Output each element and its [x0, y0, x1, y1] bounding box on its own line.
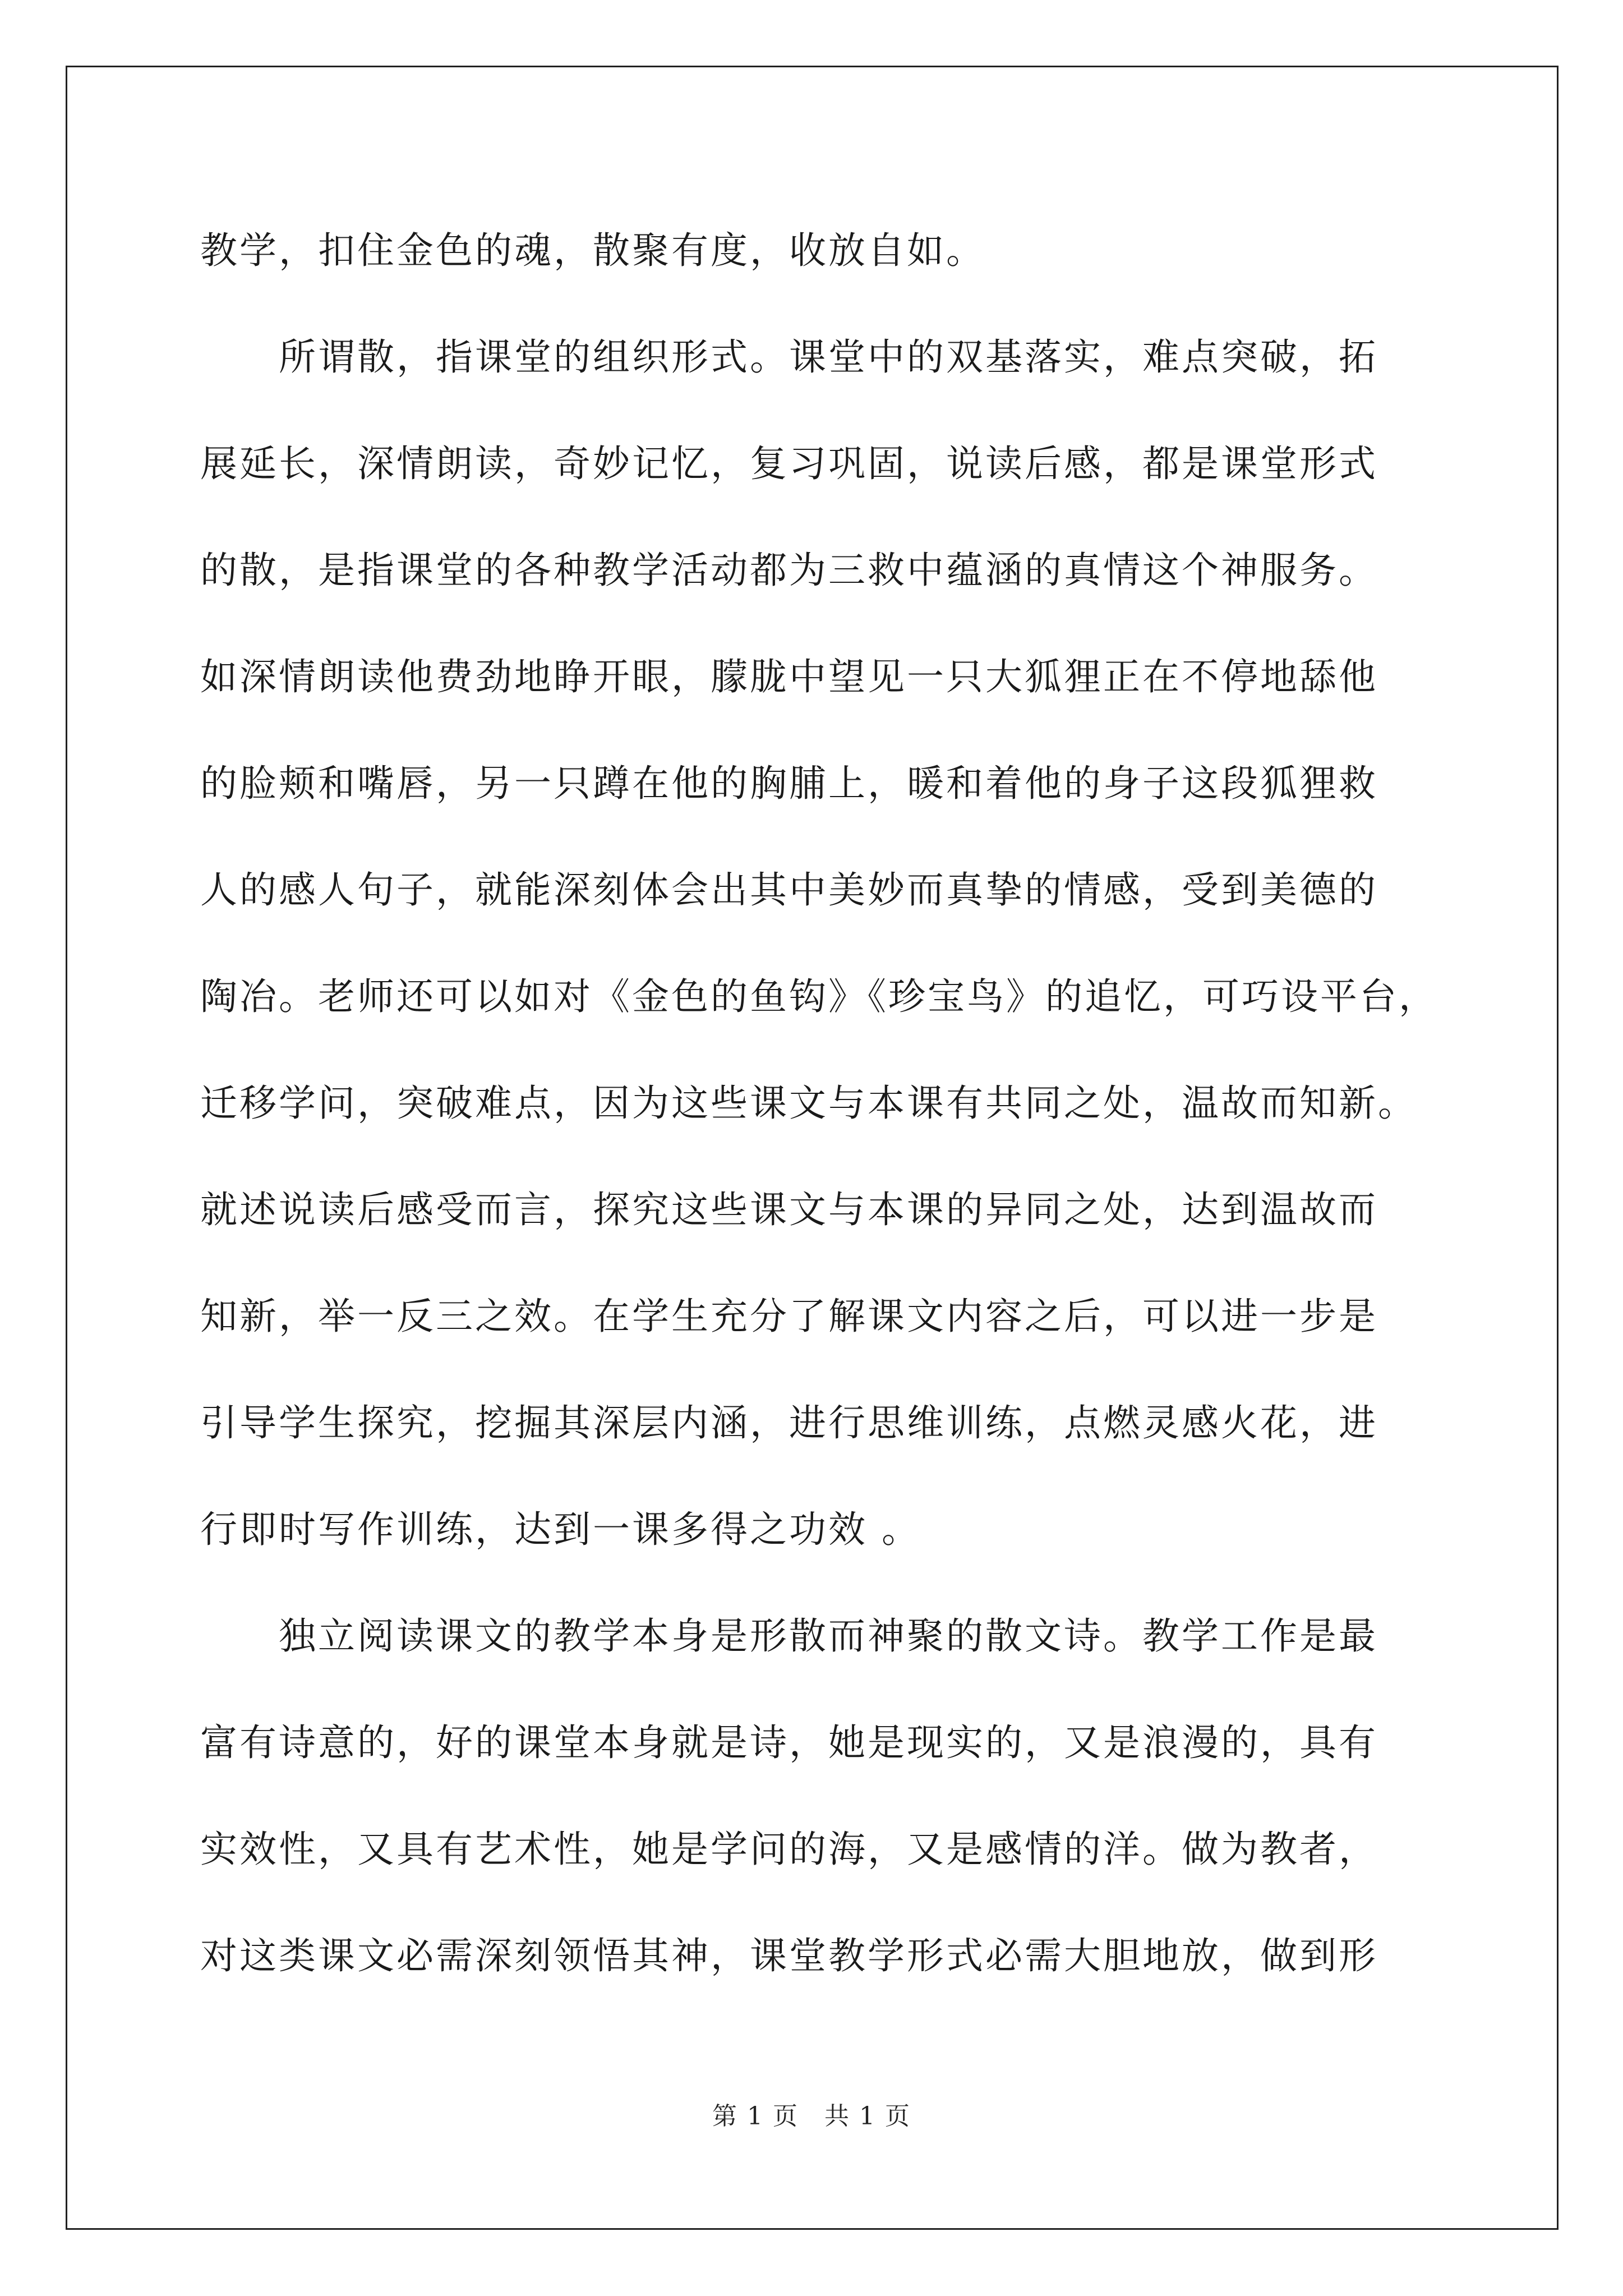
- text-line-14: 独立阅读课文的教学本身是形散而神聚的散文诗。教学工作是最: [279, 1614, 1378, 1658]
- text-line-16: 实效性，又具有艺术性，她是学问的海，又是感情的洋。做为教者，: [200, 1828, 1378, 1871]
- text-line-11: 知新，举一反三之效。在学生充分了解课文内容之后，可以进一步是: [200, 1295, 1378, 1338]
- text-line-5: 如深情朗读他费劲地睁开眼，朦胧中望见一只大狐狸正在不停地舔他: [200, 655, 1378, 698]
- text-line-6: 的脸颊和嘴唇，另一只蹲在他的胸脯上，暖和着他的身子这段狐狸救: [200, 762, 1378, 805]
- text-line-7: 人的感人句子，就能深刻体会出其中美妙而真挚的情感，受到美德的: [200, 868, 1378, 912]
- text-line-1: 教学，扣住金色的魂，散聚有度，收放自如。: [200, 229, 985, 272]
- text-line-4: 的散，是指课堂的各种教学活动都为三救中蕴涵的真情这个神服务。: [200, 549, 1378, 592]
- page-border: [66, 66, 1559, 2230]
- page-number-footer: 第 1 页 共 1 页: [712, 2102, 911, 2131]
- text-line-13: 行即时写作训练，达到一课多得之功效 。: [200, 1508, 921, 1551]
- text-line-3: 展延长，深情朗读，奇妙记忆，复习巩固，说读后感，都是课堂形式: [200, 442, 1378, 485]
- text-line-8: 陶冶。老师还可以如对《金色的鱼钩》《珍宝鸟》的追忆，可巧设平台，: [200, 975, 1438, 1018]
- text-line-10: 就述说读后感受而言，探究这些课文与本课的异同之处，达到温故而: [200, 1188, 1378, 1231]
- text-line-15: 富有诗意的，好的课堂本身就是诗，她是现实的，又是浪漫的，具有: [200, 1721, 1378, 1764]
- text-line-9: 迁移学问，突破难点，因为这些课文与本课有共同之处，温故而知新。: [200, 1082, 1417, 1125]
- text-line-17: 对这类课文必需深刻领悟其神，课堂教学形式必需大胆地放，做到形: [200, 1934, 1378, 1977]
- text-line-12: 引导学生探究，挖掘其深层内涵，进行思维训练，点燃灵感火花，进: [200, 1401, 1378, 1444]
- text-line-2: 所谓散，指课堂的组织形式。课堂中的双基落实，难点突破，拓: [279, 335, 1378, 379]
